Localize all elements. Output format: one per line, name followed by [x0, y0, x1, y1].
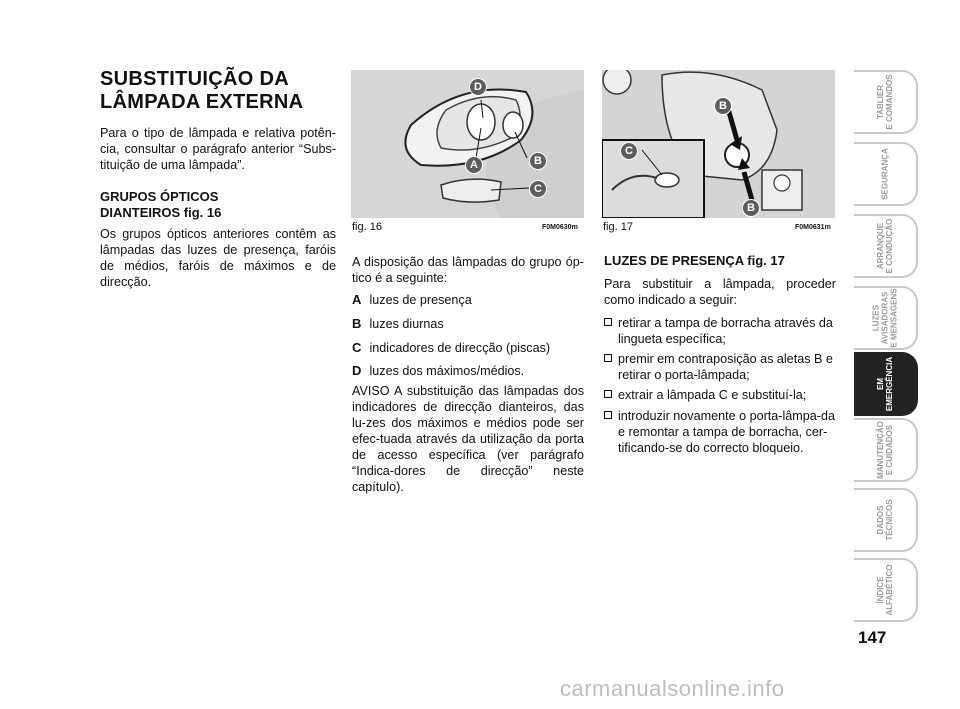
section-heading-grupos-opticos: GRUPOS ÓPTICOS DIANTEIROS fig. 16: [100, 189, 222, 220]
callout-a: A: [465, 156, 483, 174]
tab-dados-tecnicos[interactable]: DADOS TÉCNICOS: [854, 488, 918, 552]
section-heading-luzes-presenca: LUZES DE PRESENÇA fig. 17: [604, 253, 785, 268]
step-item: retirar a tampa de borracha através da lingueta específica;: [604, 315, 836, 347]
page-number: 147: [858, 628, 887, 647]
list-item: D luzes dos máximos/médios.: [352, 363, 525, 378]
checkbox-icon: [604, 318, 612, 326]
step-item: introduzir novamente o porta-lâmpa-da e remontar a tampa de borracha, cer-tificando-se do correcto bloqueio.: [604, 408, 836, 456]
list-item: B luzes diurnas: [352, 316, 444, 331]
figure-17-image: [602, 70, 835, 218]
watermark: carmanualsonline.info: [560, 676, 785, 701]
checkbox-icon: [604, 411, 612, 419]
step-item: extrair a lâmpada C e substituí-la;: [604, 387, 836, 403]
tab-em-emergencia[interactable]: EM EMERGÊNCIA: [854, 352, 918, 416]
checkbox-icon: [604, 354, 612, 362]
step-item: premir em contraposição as aletas B e retirar o porta-lâmpada;: [604, 351, 836, 383]
callout-d: D: [469, 78, 487, 96]
callout-c: C: [529, 180, 547, 198]
figure-17-caption: fig. 17: [603, 221, 633, 233]
luzes-presenca-intro: Para substituir a lâmpada, proceder como indicado a seguir:: [604, 277, 836, 307]
figure-16-image: [351, 70, 584, 218]
tab-arranque-conducao[interactable]: ARRANQUE E CONDUÇÃO: [854, 214, 918, 278]
callout-b-bottom: B: [742, 199, 760, 217]
callout-b-top: B: [714, 97, 732, 115]
tab-manutencao-cuidados[interactable]: MANUTENÇÃO E CUIDADOS: [854, 418, 918, 482]
tab-tablier-comandos[interactable]: TABLIER E COMANDOS: [854, 70, 918, 134]
grupos-opticos-paragraph: Os grupos ópticos anteriores contêm as lâmpadas das luzes de presença, faróis de médios, faróis de máximos e de direcção.: [100, 227, 336, 289]
arrangement-intro: A disposição das lâmpadas do grupo óp-tico é a seguinte:: [352, 255, 584, 285]
tab-indice-alfabetico[interactable]: ÍNDICE ALFABÉTICO: [854, 558, 918, 622]
callout-b: B: [529, 152, 547, 170]
callout-c: C: [620, 142, 638, 160]
page-title: SUBSTITUIÇÃO DA LÂMPADA EXTERNA: [100, 68, 304, 113]
tab-luzes-avisadoras[interactable]: LUZES AVISADORAS E MENSAGENS: [854, 286, 918, 350]
checkbox-icon: [604, 390, 612, 398]
warning-paragraph: AVISO A substituição das lâmpadas dos indicadores de direcção dianteiros, das lu-zes dos máximos e médios pode ser efec-tuada através da utilização da porta de acesso específica (ver parágrafo “Indica-dores de direcção” neste capítulo).: [352, 384, 584, 494]
list-item: A luzes de presença: [352, 292, 472, 307]
intro-paragraph: Para o tipo de lâmpada e relativa potên-cia, consultar o parágrafo anterior “Subs-tituição de uma lâmpada”.: [100, 126, 336, 172]
figure-17-code: F0M0631m: [795, 224, 831, 231]
list-item: C indicadores de direcção (piscas): [352, 340, 551, 355]
figure-16-caption: fig. 16: [352, 221, 382, 233]
figure-16-code: F0M0630m: [542, 224, 578, 231]
tab-seguranca[interactable]: SEGURANÇA: [854, 142, 918, 206]
